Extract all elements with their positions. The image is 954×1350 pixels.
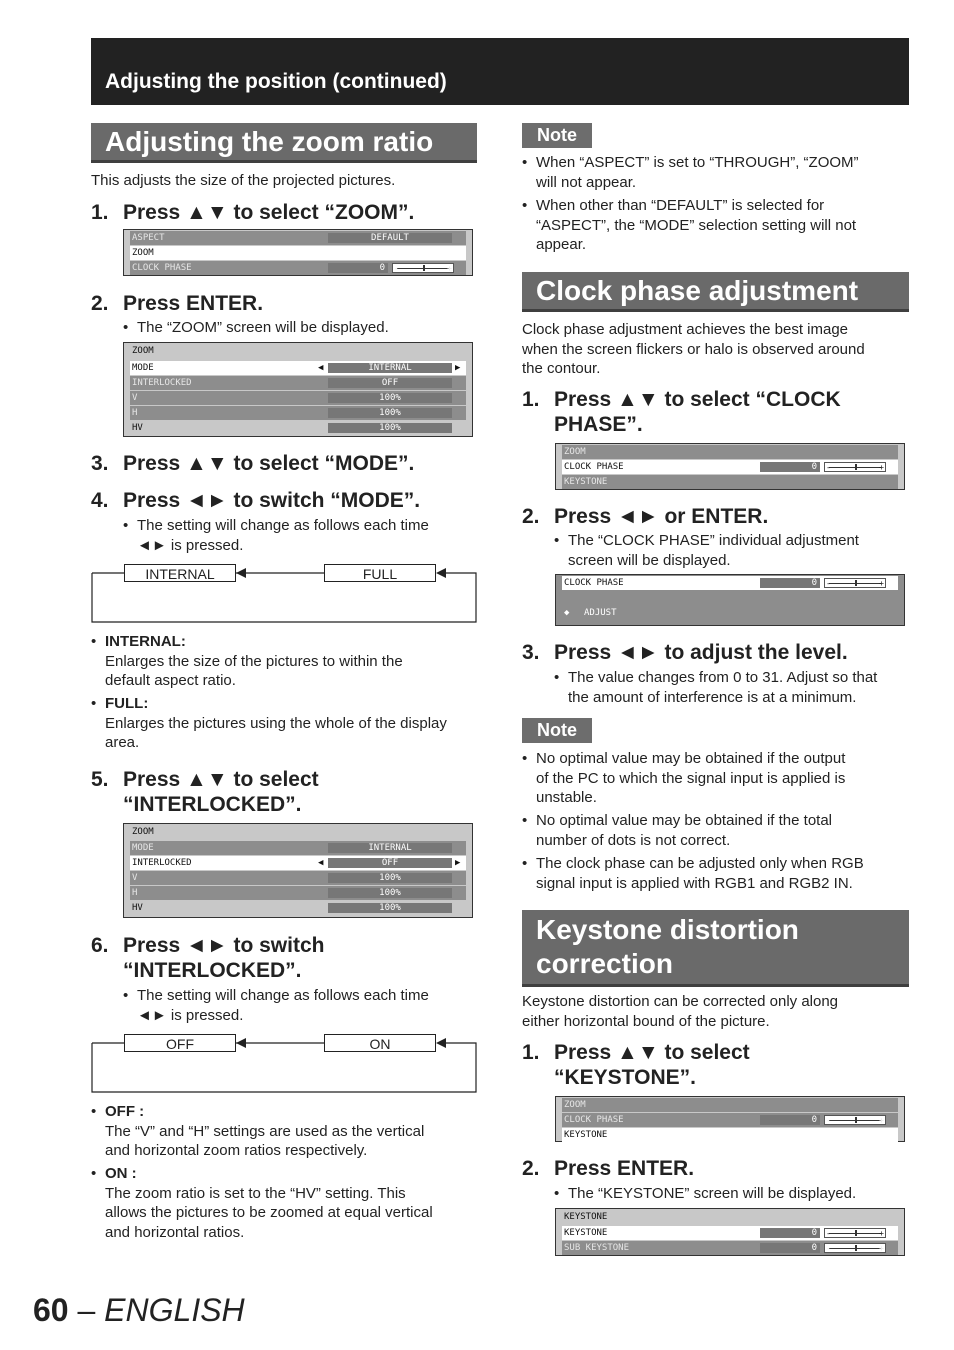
osd-row-keystone: [562, 1128, 898, 1142]
keystone-intro: [522, 992, 908, 1032]
bullet-text: No optimal value may be obtained if the total: [536, 812, 833, 829]
osd-value: OFF: [328, 378, 452, 388]
osd-row-zoom: [562, 445, 898, 459]
step-text: “INTERLOCKED”.: [123, 959, 302, 982]
flow-box-off: OFF: [124, 1034, 236, 1052]
osd-label: CLOCK PHASE: [564, 1115, 624, 1125]
bullet-text: of the PC to which the signal input is applied is: [536, 769, 846, 787]
osd-label: ZOOM: [564, 1100, 586, 1110]
osd-value: 0: [760, 1243, 820, 1253]
osd-label: SUB KEYSTONE: [564, 1243, 630, 1253]
osd-value: 0: [760, 462, 820, 472]
step-text: Press ▲▼ to select: [123, 768, 319, 791]
osd-row-aspect: [130, 231, 466, 245]
step-number: 4.: [91, 489, 109, 512]
bullet-label: ON :: [105, 1165, 137, 1182]
osd-label: HV: [132, 423, 143, 433]
off-desc: • OFF : The “V” and “H” settings are used as the vertical and horizontal zoom ratios respectively.: [91, 1103, 425, 1159]
osd-label: ADJUST: [584, 608, 617, 618]
zoom-step4-bullet: • The setting will change as follows each time ◄► is pressed.: [123, 517, 429, 554]
bullet-text: The “ZOOM” screen will be displayed.: [137, 319, 389, 336]
keystone-step1: [522, 1041, 908, 1091]
osd-label: KEYSTONE: [564, 1212, 608, 1222]
bullet-text: The clock phase can be adjusted only when RGB: [536, 855, 864, 872]
osd-label: CLOCK PHASE: [132, 263, 192, 273]
step-number: 3.: [91, 452, 109, 475]
page-footer: [33, 1292, 245, 1329]
osd-zoom-screen: [123, 342, 473, 437]
step-text: Press ◄► to switch: [123, 934, 325, 957]
osd-keystone-screen: [555, 1208, 905, 1256]
osd-label: MODE: [132, 843, 154, 853]
keystone-heading-line: correction: [536, 948, 673, 979]
osd-slider: - +: [394, 264, 452, 273]
osd-value: OFF: [328, 858, 452, 868]
step-text: Press ENTER.: [123, 292, 264, 315]
osd-row-h: [130, 886, 466, 900]
osd-title: [130, 825, 466, 839]
osd-clock-adjust: [555, 574, 905, 626]
osd-label: ZOOM: [132, 346, 154, 356]
osd-label: HV: [132, 903, 143, 913]
zoom-step3: [91, 452, 477, 478]
osd-zoom-interlocked: [123, 823, 473, 918]
bullet-text: allows the pictures to be zoomed at equal vertical: [105, 1204, 433, 1221]
bullet-text: area.: [105, 734, 140, 751]
right-arrow-icon: ▶: [455, 858, 461, 868]
osd-value: 100%: [328, 903, 452, 913]
osd-label: INTERLOCKED: [132, 378, 192, 388]
bullet-text: “ASPECT”, the “MODE” selection setting will not: [536, 216, 857, 234]
osd-row-v: [130, 391, 466, 405]
step-text: “INTERLOCKED”.: [123, 793, 302, 816]
clock-step2-bullet: • The “CLOCK PHASE” individual adjustment screen will be displayed.: [554, 532, 859, 569]
osd-label: V: [132, 873, 138, 883]
right-arrow-icon: ▶: [455, 363, 461, 373]
note2-bullet3: • The clock phase can be adjusted only when RGB signal input is applied with RGB1 and RGB2 IN.: [522, 855, 864, 892]
intro-line: when the screen flickers or halo is observed around: [522, 340, 865, 358]
note2-bullet1: • No optimal value may be obtained if the output of the PC to which the signal input is applied is unstable.: [522, 750, 846, 806]
osd-slider: - +: [826, 1229, 884, 1238]
step-text: Press ▲▼ to select: [554, 1041, 750, 1064]
bullet-text: and horizontal ratios.: [105, 1223, 245, 1241]
bullet-text: and horizontal zoom ratios respectively.: [105, 1142, 368, 1159]
header-title: Adjusting the position (continued): [105, 70, 447, 93]
osd-label: ASPECT: [132, 233, 165, 243]
osd-row-mode: [130, 361, 466, 375]
step-text: Press ENTER.: [554, 1157, 695, 1180]
step-number: 2.: [522, 505, 540, 528]
osd-label: ZOOM: [132, 248, 154, 258]
bullet-text: The value changes from 0 to 31. Adjust so that: [568, 669, 878, 686]
on-desc: • ON : The zoom ratio is set to the “HV” setting. This allows the pictures to be zoomed at equal vertical and horizontal ratios.: [91, 1165, 433, 1241]
step-text: Press ◄► or ENTER.: [554, 505, 769, 528]
osd-menu-position: [123, 229, 473, 276]
osd-title: [562, 1210, 898, 1224]
bullet-text: ◄► is pressed.: [137, 536, 244, 554]
osd-row-adjust: [562, 606, 898, 620]
bullet-text: ◄► is pressed.: [137, 1006, 244, 1024]
bullet-text: The setting will change as follows each time: [137, 987, 429, 1004]
keystone-step2: [522, 1157, 908, 1183]
clock-heading: [522, 272, 909, 312]
bullet-label: INTERNAL:: [105, 633, 186, 650]
osd-row-v: [130, 871, 466, 885]
osd-value: 100%: [328, 408, 452, 418]
step-number: 1.: [522, 1041, 540, 1064]
clock-step3: [522, 641, 908, 667]
intro-line: the contour.: [522, 360, 601, 377]
osd-label: INTERLOCKED: [132, 858, 192, 868]
bullet-text: number of dots is not correct.: [536, 831, 731, 849]
osd-value: 0: [760, 1115, 820, 1125]
page-number: 60: [33, 1292, 69, 1328]
note-badge-2: Note: [522, 718, 592, 743]
osd-value: 100%: [328, 888, 452, 898]
keystone-heading: [522, 910, 909, 987]
osd-label: CLOCK PHASE: [564, 462, 624, 472]
osd-row-mode: [130, 841, 466, 855]
intro-line: either horizontal bound of the picture.: [522, 1012, 770, 1030]
osd-row-clock: [562, 460, 898, 474]
step-number: 5.: [91, 768, 109, 791]
bullet-text: signal input is applied with RGB1 and RGB2 IN.: [536, 874, 853, 892]
note1-bullet2: • When other than “DEFAULT” is selected for “ASPECT”, the “MODE” selection setting will not appear.: [522, 197, 857, 253]
flow-box-internal: INTERNAL: [124, 564, 236, 582]
osd-label: MODE: [132, 363, 154, 373]
osd-menu-keystone: [555, 1096, 905, 1142]
zoom-step5: [91, 768, 477, 818]
bullet-label: FULL:: [105, 695, 149, 712]
bullet-text: screen will be displayed.: [568, 551, 731, 569]
bullet-text: The setting will change as follows each time: [137, 517, 429, 534]
keystone-heading-line: Keystone distortion: [536, 914, 799, 945]
bullet-text: appear.: [536, 236, 587, 253]
osd-row-hv: [130, 901, 466, 915]
note1-bullet1: • When “ASPECT” is set to “THROUGH”, “ZOOM” will not appear.: [522, 154, 859, 191]
osd-label: ZOOM: [564, 447, 586, 457]
osd-value: INTERNAL: [328, 363, 452, 373]
osd-label: KEYSTONE: [564, 1130, 608, 1140]
osd-label: V: [132, 393, 138, 403]
step-text: Press ◄► to switch “MODE”.: [123, 489, 421, 512]
keystone-step2-bullet: • The “KEYSTONE” screen will be displayed.: [554, 1185, 857, 1202]
footer-separator: –: [68, 1292, 105, 1328]
zoom-heading-text: Adjusting the zoom ratio: [105, 126, 434, 157]
bullet-text: unstable.: [536, 789, 597, 806]
left-arrow-icon: ◀: [318, 363, 324, 373]
osd-title: [130, 344, 466, 358]
step-text: Press ▲▼ to select “MODE”.: [123, 452, 415, 475]
step-number: 3.: [522, 641, 540, 664]
step-text: Press ▲▼ to select “ZOOM”.: [123, 201, 415, 224]
full-desc: • FULL: Enlarges the pictures using the whole of the display area.: [91, 695, 447, 751]
zoom-step6-bullet: • The setting will change as follows each time ◄► is pressed.: [123, 987, 429, 1024]
osd-label: KEYSTONE: [564, 477, 608, 487]
bullet-text: Enlarges the pictures using the whole of the display: [105, 714, 447, 732]
osd-row-zoom: [562, 1098, 898, 1112]
bullet-text: the amount of interference is at a minimum.: [568, 688, 857, 706]
step-number: 1.: [91, 201, 109, 224]
bullet-text: When other than “DEFAULT” is selected for: [536, 197, 825, 214]
osd-row-clock: [130, 261, 466, 275]
bullet-text: The “CLOCK PHASE” individual adjustment: [568, 532, 859, 549]
osd-label: CLOCK PHASE: [564, 578, 624, 588]
osd-value: DEFAULT: [328, 233, 452, 243]
osd-slider: - +: [826, 463, 884, 472]
osd-value: 100%: [328, 423, 452, 433]
bullet-text: No optimal value may be obtained if the output: [536, 750, 846, 767]
osd-row-clock: [562, 1113, 898, 1127]
osd-row-sub-keystone: [562, 1241, 898, 1255]
step-number: 6.: [91, 934, 109, 957]
osd-value: 0: [328, 263, 388, 273]
footer-language: ENGLISH: [104, 1292, 245, 1328]
flow-box-on: ON: [324, 1034, 436, 1052]
note-badge-1: Note: [522, 123, 592, 148]
osd-row-keystone: [562, 475, 898, 489]
osd-value: 0: [760, 578, 820, 588]
step-text: Press ◄► to adjust the level.: [554, 641, 848, 664]
osd-label: ZOOM: [132, 827, 154, 837]
zoom-step6: [91, 934, 477, 984]
flow-box-full: FULL: [324, 564, 436, 582]
osd-row-h: [130, 406, 466, 420]
left-right-arrow-icon: ◆: [564, 608, 570, 618]
osd-slider: - +: [826, 1116, 884, 1125]
bullet-text: will not appear.: [536, 173, 637, 191]
osd-row-hv: [130, 421, 466, 435]
clock-step3-bullet: • The value changes from 0 to 31. Adjust so that the amount of interference is at a minimum.: [554, 669, 878, 706]
step-number: 2.: [91, 292, 109, 315]
step-text: “KEYSTONE”.: [554, 1066, 696, 1089]
step-number: 1.: [522, 388, 540, 411]
bullet-text: Enlarges the size of the pictures to within the: [105, 652, 403, 670]
step-text: PHASE”.: [554, 413, 643, 436]
osd-value: 100%: [328, 393, 452, 403]
osd-label: KEYSTONE: [564, 1228, 608, 1238]
osd-value: 100%: [328, 873, 452, 883]
osd-label: H: [132, 888, 138, 898]
zoom-step4: [91, 489, 477, 515]
intro-line: Clock phase adjustment achieves the best image: [522, 321, 849, 338]
note2-bullet2: • No optimal value may be obtained if the total number of dots is not correct.: [522, 812, 833, 849]
osd-slider: - +: [826, 1244, 884, 1253]
zoom-step1: [91, 201, 477, 227]
step-number: 2.: [522, 1157, 540, 1180]
osd-value: INTERNAL: [328, 843, 452, 853]
bullet-text: The “KEYSTONE” screen will be displayed.: [568, 1185, 857, 1202]
step-text: Press ▲▼ to select “CLOCK: [554, 388, 841, 411]
osd-row-interlocked: [130, 376, 466, 390]
clock-heading-text: Clock phase adjustment: [536, 275, 859, 306]
osd-value: 0: [760, 1228, 820, 1238]
bullet-text: The zoom ratio is set to the “HV” setting. This: [105, 1184, 406, 1202]
zoom-heading: [91, 123, 477, 163]
osd-row-clock: [562, 576, 898, 590]
osd-row-interlocked: [130, 856, 466, 870]
clock-intro: [522, 320, 908, 380]
left-arrow-icon: ◀: [318, 858, 324, 868]
osd-row-zoom: [130, 246, 466, 260]
zoom-step2: [91, 292, 477, 318]
clock-step2: [522, 505, 908, 531]
internal-desc: • INTERNAL: Enlarges the size of the pictures to within the default aspect ratio.: [91, 633, 403, 689]
osd-menu-clock: [555, 443, 905, 490]
zoom-step2-bullet: • The “ZOOM” screen will be displayed.: [123, 319, 389, 336]
bullet-text: default aspect ratio.: [105, 672, 236, 689]
bullet-text: The “V” and “H” settings are used as the vertical: [105, 1122, 425, 1140]
osd-label: H: [132, 408, 138, 418]
osd-slider: - +: [826, 579, 884, 588]
osd-row-keystone: [562, 1226, 898, 1240]
bullet-text: When “ASPECT” is set to “THROUGH”, “ZOOM”: [536, 154, 859, 171]
bullet-label: OFF :: [105, 1103, 145, 1120]
intro-line: Keystone distortion can be corrected only along: [522, 993, 839, 1010]
clock-step1: [522, 388, 908, 438]
zoom-intro: This adjusts the size of the projected pictures.: [91, 172, 396, 189]
